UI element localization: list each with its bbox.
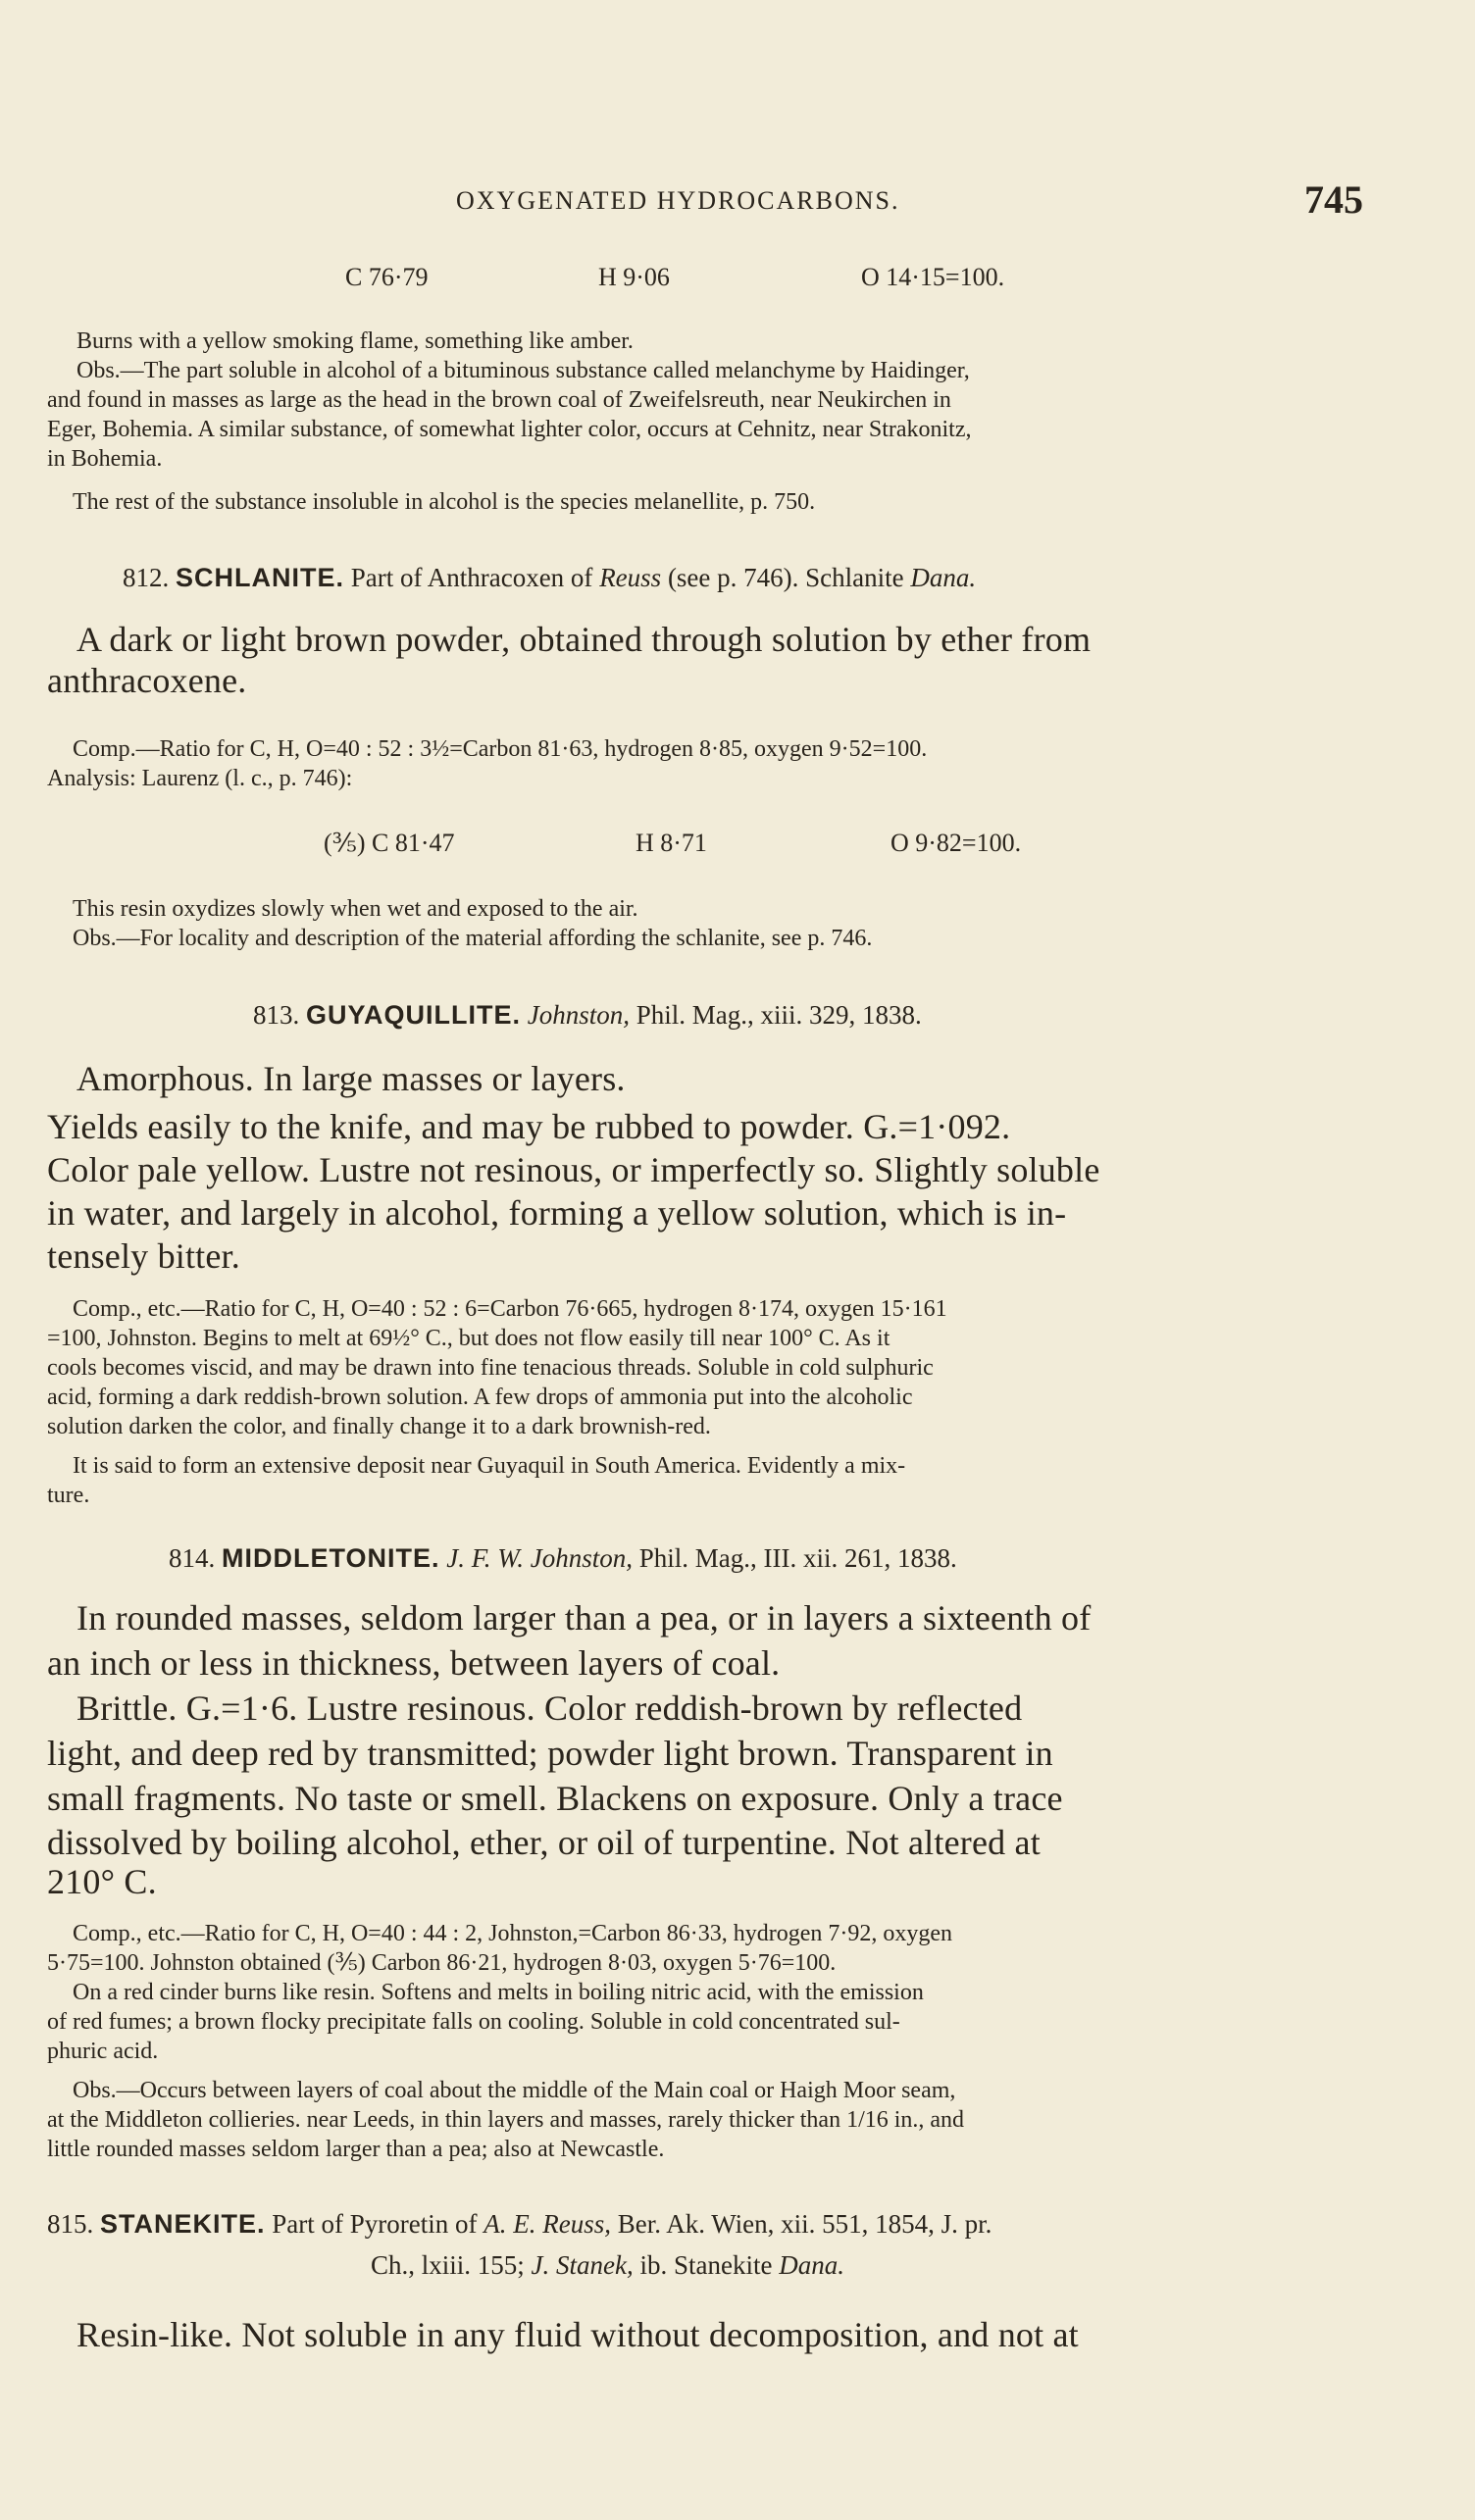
- description-line: Brittle. G.=1·6. Lustre resinous. Color reddish-brown by reflected: [76, 1688, 1023, 1728]
- composition-line: On a red cinder burns like resin. Softens and melts in boiling nitric acid, with the emission: [73, 1980, 924, 2005]
- composition-line: Comp., etc.—Ratio for C, H, O=40 : 52 : 6=Carbon 76·665, hydrogen 8·174, oxygen 15·161: [73, 1296, 947, 1322]
- note-line: ture.: [47, 1483, 90, 1508]
- note-line: This resin oxydizes slowly when wet and exposed to the air.: [73, 896, 638, 922]
- species-name: MIDDLETONITE.: [222, 1543, 440, 1573]
- author: Dana.: [779, 2250, 844, 2280]
- description-line: Yields easily to the knife, and may be rubbed to powder. G.=1·092.: [47, 1107, 1011, 1146]
- species-name: STANEKITE.: [100, 2209, 266, 2239]
- species-name: GUYAQUILLITE.: [306, 1000, 522, 1030]
- description-line: Resin-like. Not soluble in any fluid without decomposition, and not at: [76, 2315, 1079, 2354]
- heading-text: Part of Anthracoxen of: [350, 563, 593, 592]
- composition-line: Analysis: Laurenz (l. c., p. 746):: [47, 766, 353, 791]
- description-line: In rounded masses, seldom larger than a pea, or in layers a sixteenth of: [76, 1598, 1092, 1638]
- composition-line: acid, forming a dark reddish-brown solution. A few drops of ammonia put into the alcoholic: [47, 1385, 913, 1410]
- heading-text: Part of Pyroretin of: [272, 2209, 478, 2239]
- formula-carbon: (⅗) C 81·47: [324, 829, 455, 857]
- note-line: It is said to form an extensive deposit near Guyaquil in South America. Evidently a mix-: [73, 1453, 906, 1479]
- text-line: The rest of the substance insoluble in alcohol is the species melanellite, p. 750.: [73, 489, 816, 515]
- composition-line: Comp., etc.—Ratio for C, H, O=40 : 44 : 2, Johnston,=Carbon 86·33, hydrogen 7·92, oxygen: [73, 1921, 952, 1946]
- description-line: dissolved by boiling alcohol, ether, or oil of turpentine. Not altered at: [47, 1823, 1041, 1862]
- heading-text: (see p. 746). Schlanite: [667, 563, 904, 592]
- note-line: at the Middleton collieries. near Leeds, in thin layers and masses, rarely thicker than 1/16 in., and: [47, 2107, 965, 2133]
- composition-line: Comp.—Ratio for C, H, O=40 : 52 : 3½=Carbon 81·63, hydrogen 8·85, oxygen 9·52=100.: [73, 736, 928, 762]
- species-heading-815: [47, 2209, 992, 2240]
- description-line: tensely bitter.: [47, 1236, 240, 1276]
- text-line: Eger, Bohemia. A similar substance, of somewhat lighter color, occurs at Cehnitz, near Strakonitz,: [47, 417, 972, 442]
- reference: Ber. Ak. Wien, xii. 551, 1854, J. pr.: [617, 2209, 992, 2239]
- note-line: Obs.—For locality and description of the material affording the schlanite, see p. 746.: [73, 926, 873, 951]
- description-line: 210° C.: [47, 1862, 157, 1901]
- reference: Ch., lxiii. 155;: [371, 2250, 525, 2280]
- composition-line: =100, Johnston. Begins to melt at 69½° C., but does not flow easily till near 100° C. As it: [47, 1326, 890, 1351]
- species-heading-812: [123, 563, 976, 593]
- species-name: SCHLANITE.: [176, 563, 344, 592]
- species-heading-813: [253, 1000, 922, 1031]
- formula-carbon: C 76·79: [345, 263, 429, 291]
- author: A. E. Reuss,: [483, 2209, 611, 2239]
- composition-line: 5·75=100. Johnston obtained (⅗) Carbon 86·21, hydrogen 8·03, oxygen 5·76=100.: [47, 1950, 837, 1976]
- species-heading-815-cont: [371, 2250, 844, 2281]
- description-line: light, and deep red by transmitted; powder light brown. Transparent in: [47, 1734, 1053, 1773]
- species-number: 814.: [169, 1543, 216, 1573]
- author: J. Stanek,: [531, 2250, 634, 2280]
- description-line: an inch or less in thickness, between layers of coal.: [47, 1643, 781, 1683]
- description-line: anthracoxene.: [47, 661, 247, 700]
- composition-line: of red fumes; a brown flocky precipitate falls on cooling. Soluble in cold concentrated sul-: [47, 2009, 900, 2035]
- formula-oxygen: O 9·82=100.: [890, 829, 1022, 857]
- description-line: A dark or light brown powder, obtained through solution by ether from: [76, 620, 1092, 659]
- note-line: little rounded masses seldom larger than a pea; also at Newcastle.: [47, 2137, 665, 2162]
- text-line: Obs.—The part soluble in alcohol of a bituminous substance called melanchyme by Haidinger,: [76, 358, 970, 383]
- formula-hydrogen: H 9·06: [598, 263, 670, 291]
- description-line: Amorphous. In large masses or layers.: [76, 1059, 626, 1098]
- species-number: 815.: [47, 2209, 94, 2239]
- formula-hydrogen: H 8·71: [636, 829, 707, 857]
- species-number: 813.: [253, 1000, 300, 1030]
- text-line: and found in masses as large as the head in the brown coal of Zweifelsreuth, near Neukirchen in: [47, 387, 951, 413]
- composition-line: cools becomes viscid, and may be drawn into fine tenacious threads. Soluble in cold sulphuric: [47, 1355, 934, 1381]
- composition-line: solution darken the color, and finally change it to a dark brownish-red.: [47, 1414, 711, 1439]
- description-line: Color pale yellow. Lustre not resinous, or imperfectly so. Slightly soluble: [47, 1150, 1100, 1189]
- description-line: in water, and largely in alcohol, forming a yellow solution, which is in-: [47, 1193, 1067, 1233]
- composition-line: phuric acid.: [47, 2039, 159, 2064]
- text-line: Burns with a yellow smoking flame, something like amber.: [76, 328, 634, 354]
- description-line: small fragments. No taste or smell. Blackens on exposure. Only a trace: [47, 1779, 1063, 1818]
- formula-oxygen: O 14·15=100.: [861, 263, 1005, 291]
- heading-text: ib. Stanekite: [639, 2250, 773, 2280]
- author: J. F. W. Johnston,: [446, 1543, 634, 1573]
- note-line: Obs.—Occurs between layers of coal about the middle of the Main coal or Haigh Moor seam,: [73, 2078, 956, 2103]
- species-heading-814: [169, 1543, 957, 1574]
- author: Reuss: [599, 563, 662, 592]
- page-number: 745: [1304, 177, 1363, 222]
- running-header: OXYGENATED HYDROCARBONS.: [456, 186, 900, 215]
- author: Johnston,: [527, 1000, 631, 1030]
- reference: Phil. Mag., xiii. 329, 1838.: [636, 1000, 922, 1030]
- reference: Phil. Mag., III. xii. 261, 1838.: [638, 1543, 957, 1573]
- species-number: 812.: [123, 563, 170, 592]
- text-line: in Bohemia.: [47, 446, 163, 472]
- author: Dana.: [910, 563, 977, 592]
